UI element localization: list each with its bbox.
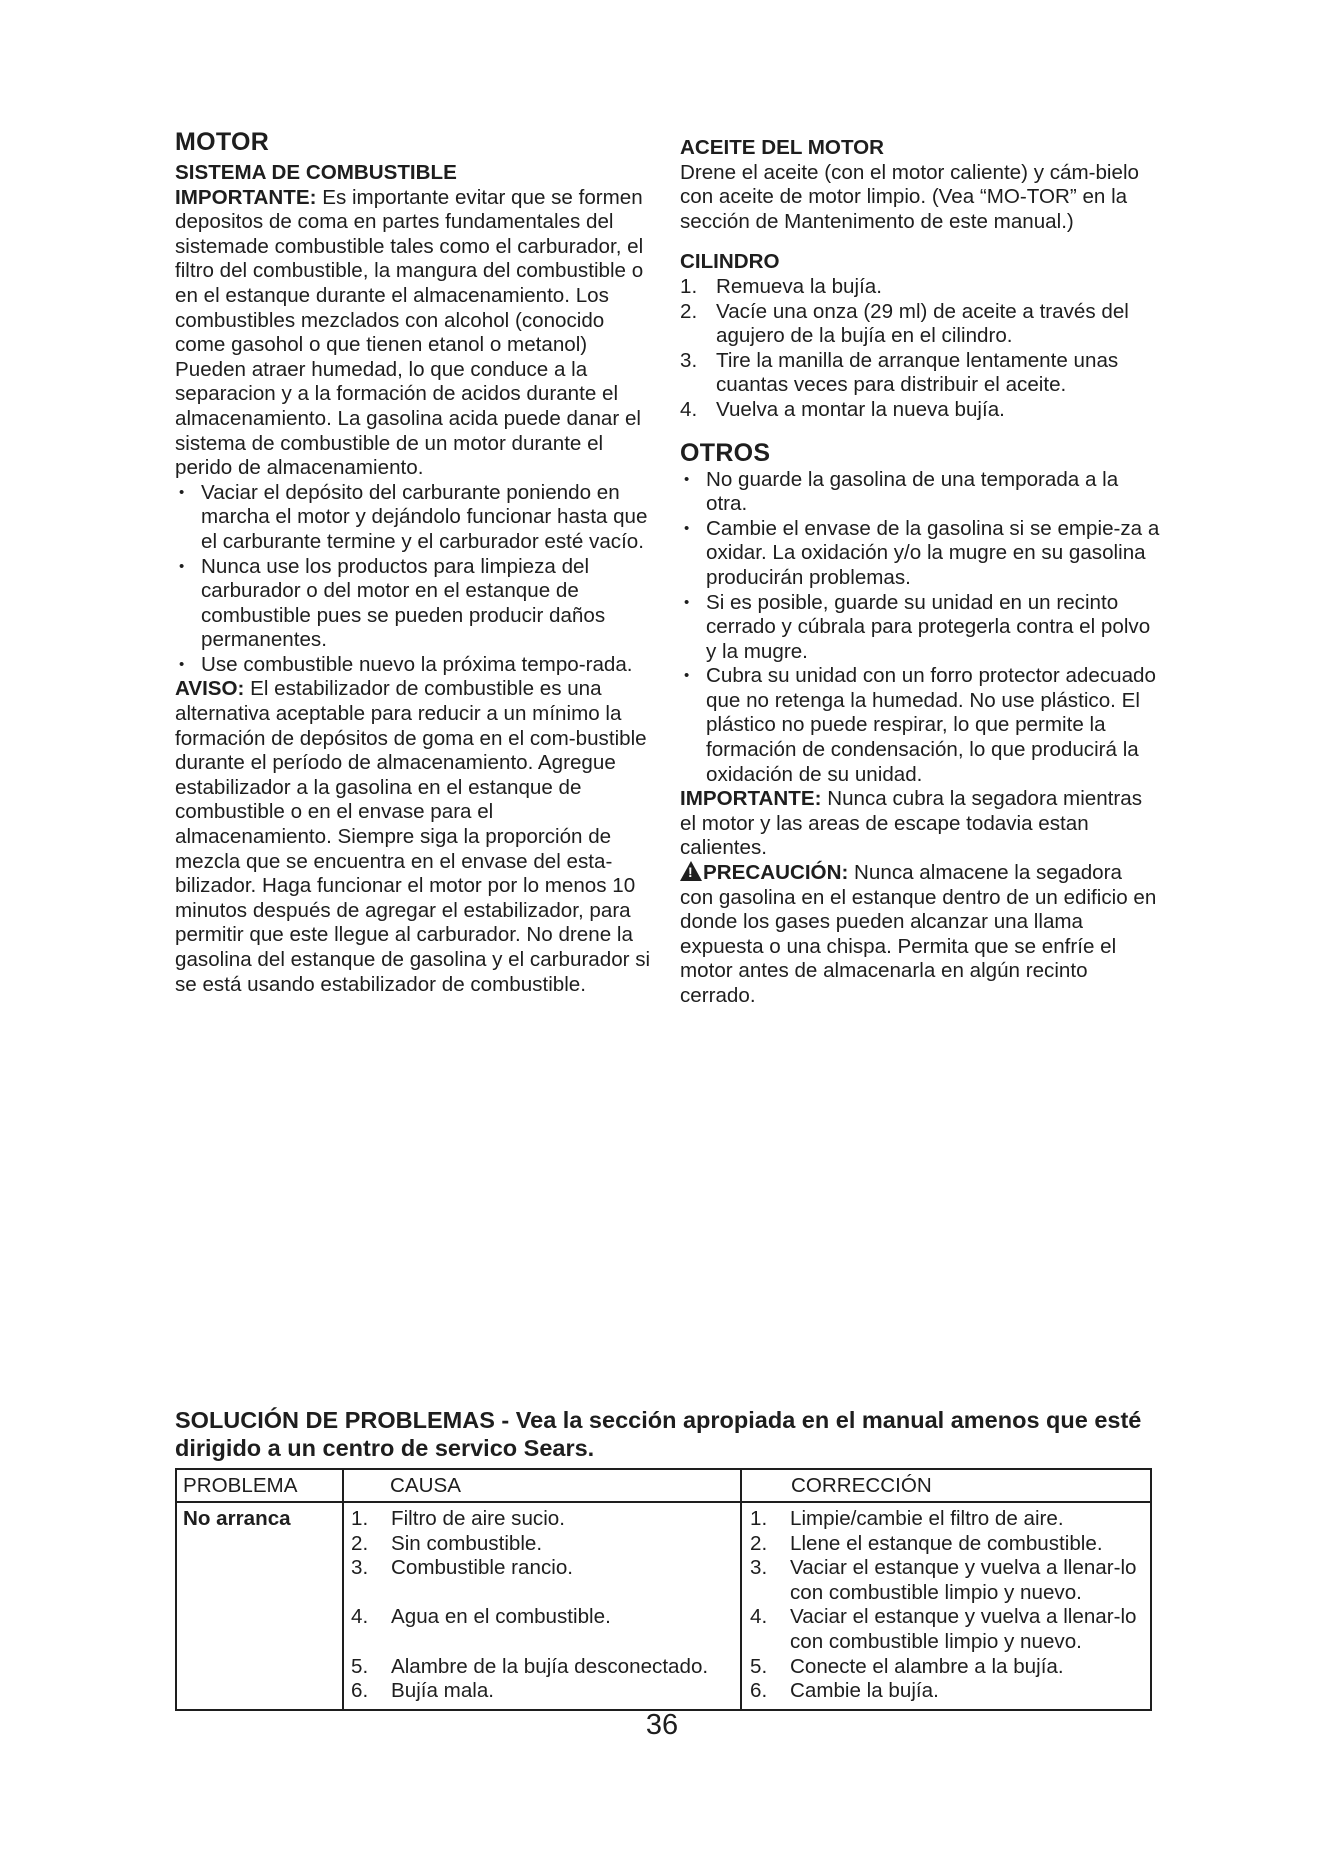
list-item: 1. Remueva la bujía. <box>680 274 882 298</box>
subsection-title-engine-oil: ACEITE DEL MOTOR <box>680 136 885 159</box>
important-text: Es importante evitar que se formen depositos de coma en partes fundamentales del sistemade combustible tales como el carburador, el filtro del combustible, la mangura del combustible o en el estanque durante el almacenamiento. Los combustibles mezclados con alcohol (conocido come gasohol o que tienen etanol o metanol) Pueden atraer humedad, lo que conduce a la separacion y a la formación de acidos durante el almacenamiento. La gasolina acida puede danar el sistema de combustible de un motor durante el perido de almacenamiento. <box>175 185 644 480</box>
troubleshooting-title: SOLUCIÓN DE PROBLEMAS - Vea la sección apropiada en el manual amenos que esté dirigido a un centro de servico Sears. <box>175 1407 1142 1461</box>
section-title-others: OTROS <box>680 438 771 467</box>
caution-label: PRECAUCIÓN: <box>703 861 849 885</box>
important-paragraph <box>175 186 653 481</box>
list-item: • Cubra su unidad con un forro protector adecuado que no retenga la humedad. No use plástico. El plástico no puede respirar, lo que permite la formación de condensación, lo que producirá la oxidación de su unidad. <box>680 664 1160 787</box>
section-title-motor: MOTOR <box>175 128 270 156</box>
engine-oil-text: Drene el aceite (con el motor caliente) y cám-bielo con aceite de motor limpio. (Vea “MO-TOR” en la sección de Mantenimento de este manual.) <box>680 160 1139 233</box>
correction-item: 2. Llene el estanque de combustible. <box>750 1531 1103 1555</box>
fuel-bullet-list <box>175 481 653 678</box>
left-column <box>175 128 653 997</box>
page-number: 36 <box>645 1709 679 1741</box>
list-item: • Vaciar el depósito del carburante poniendo en marcha el motor y dejándolo funcionar hasta que el carburante termine y el carburador esté vacío. <box>175 481 653 555</box>
important-label: IMPORTANTE: <box>680 787 822 811</box>
correction-item: 5. Conecte el alambre a la bujía. <box>750 1654 1064 1678</box>
list-item: • Nunca use los productos para limpieza del carburador o del motor en el estanque de combustible pues se pueden producir daños permanentes. <box>175 555 653 653</box>
caution-text: Nunca almacene la segadora con gasolina en el estanque dentro de un edificio en donde los gases pueden alcanzar una llama expuesta o una chispa. Permita que se enfríe el motor antes de almacenarla en algún recinto cerrado. <box>680 861 1157 1007</box>
table-divider <box>740 1470 742 1709</box>
subsection-title-fuel-system: SISTEMA DE COMBUSTIBLE <box>175 161 457 184</box>
cause-item: 1. Filtro de aire sucio. <box>351 1507 565 1530</box>
notice-paragraph <box>175 677 653 997</box>
cause-item: 4. Agua en el combustible. <box>351 1605 611 1629</box>
correction-item: 3. Vaciar el estanque y vuelva a llenar-lo con combustible limpio y nuevo. <box>750 1556 1137 1604</box>
problem-cell: No arranca <box>183 1507 291 1530</box>
list-item: 3. Tire la manilla de arranque lentamente unas cuantas veces para distribuir el aceite. <box>680 348 1119 397</box>
cause-item: 6. Bujía mala. <box>351 1679 495 1703</box>
important-paragraph-2 <box>680 787 1160 861</box>
troubleshooting-table <box>175 1468 1152 1711</box>
table-divider <box>177 1501 1150 1503</box>
table-divider <box>342 1470 344 1709</box>
header-cause: CAUSA <box>390 1474 461 1497</box>
list-item: • No guarde la gasolina de una temporada a la otra. <box>680 468 1160 517</box>
header-problem: PROBLEMA <box>183 1474 298 1497</box>
corrections-cell <box>750 1507 1148 1704</box>
cause-item: 3. Combustible rancio. <box>351 1556 573 1580</box>
causes-cell <box>351 1507 736 1704</box>
list-item: • Use combustible nuevo la próxima tempo-rada. <box>175 653 653 678</box>
notice-label: AVISO: <box>175 677 245 701</box>
important-text: Nunca cubra la segadora mientras el motor y las areas de escape todavia estan calientes. <box>680 787 1143 860</box>
correction-item: 4. Vaciar el estanque y vuelva a llenar-lo con combustible limpio y nuevo. <box>750 1605 1137 1653</box>
cylinder-steps-list <box>680 275 1160 423</box>
notice-text: El estabilizador de combustible es una alternativa aceptable para reducir a un mínimo la formación de depósitos de goma en el com-bustible durante el período de almacenamiento. Agregue estabilizador a la gasolina en el estanque de combustible o en el envase para el almacenamiento. Siempre siga la proporción de mezcla que se encuentra en el envase del esta-bilizador. Haga funcionar el motor por lo menos 10 minutos después de agregar el estabilizador, para permitir que este llegue al carburador. No drene la gasolina del estanque de gasolina y el carburador si se está usando estabilizador de combustible. <box>175 677 651 996</box>
list-item: • Cambie el envase de la gasolina si se empie-za a oxidar. La oxidación y/o la mugre en su gasolina producirán problemas. <box>680 517 1160 591</box>
others-bullet-list <box>680 468 1160 788</box>
list-item: 4. Vuelva a montar la nueva bujía. <box>680 397 1005 421</box>
right-column <box>680 128 1160 1009</box>
header-correction: CORRECCIÓN <box>791 1474 932 1497</box>
list-item: • Si es posible, guarde su unidad en un recinto cerrado y cúbrala para protegerla contra el polvo y la mugre. <box>680 591 1160 665</box>
cause-item: 2. Sin combustible. <box>351 1531 543 1555</box>
caution-paragraph <box>680 861 1160 1009</box>
warning-triangle-icon <box>680 861 702 881</box>
correction-item: 1. Limpie/cambie el filtro de aire. <box>750 1507 1064 1530</box>
list-item: 2. Vacíe una onza (29 ml) de aceite a través del agujero de la bujía en el cilindro. <box>680 299 1129 348</box>
cause-item: 5. Alambre de la bujía desconectado. <box>351 1654 709 1678</box>
important-label: IMPORTANTE: <box>175 185 317 209</box>
subsection-title-cylinder: CILINDRO <box>680 250 780 274</box>
correction-item: 6. Cambie la bujía. <box>750 1679 939 1703</box>
